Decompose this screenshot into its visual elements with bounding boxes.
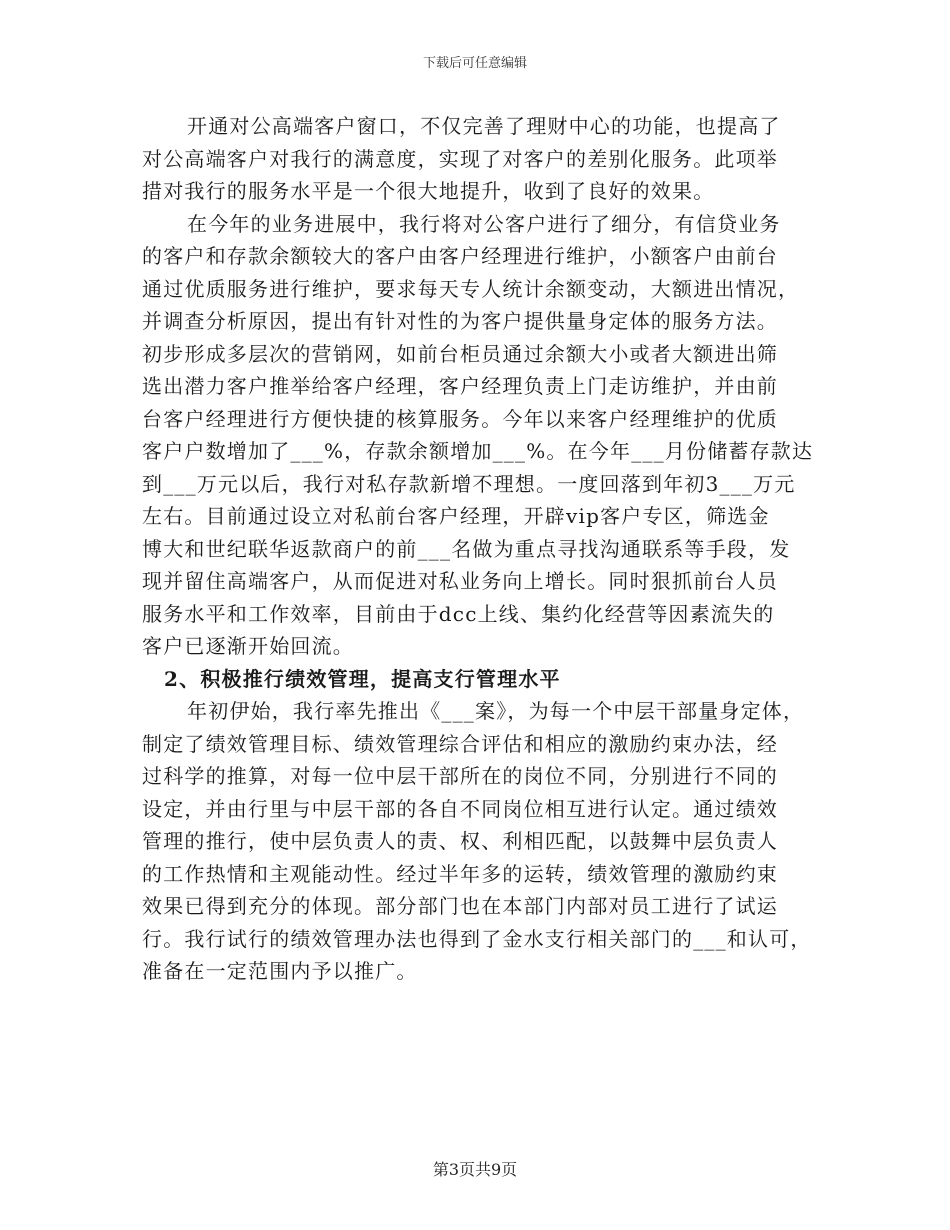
paragraph-line: 现并留住高端客户，从而促进对私业务向上增长。同时狠抓前台人员 [142,569,778,593]
paragraph-line: 管理的推行，使中层负责人的责、权、利相匹配，以鼓舞中层负责人 [142,829,778,853]
paragraph-line: 年初伊始，我行率先推出《___案》，为每一个中层干部量身定体， [187,699,805,723]
paragraph-line: 对公高端客户对我行的满意度，实现了对客户的差别化服务。此项举 [142,146,778,171]
page-header: 下载后可任意编辑 [422,56,527,71]
paragraph-line: 并调查分析原因，提出有针对性的为客户提供量身定体的服务方法。 [142,309,778,333]
paragraph-line: 左右。目前通过设立对私前台客户经理，开辟vip客户专区，筛选金 [142,504,770,528]
paragraph-line: 台客户经理进行方便快捷的核算服务。今年以来客户经理维护的优质 [142,406,778,431]
paragraph-line: 效果已得到充分的体现。部分部门也在本部门内部对员工进行了试运 [142,894,778,918]
paragraph-line: 服务水平和工作效率，目前由于dcc上线、集约化经营等因素流失的 [142,601,775,626]
paragraph-line: 行。我行试行的绩效管理办法也得到了金水支行相关部门的___和认可， [142,926,812,951]
paragraph-line: 制定了绩效管理目标、绩效管理综合评估和相应的激励约束办法，经 [142,731,778,756]
paragraph-line: 设定，并由行里与中层干部的各自不同岗位相互进行认定。通过绩效 [142,796,778,821]
paragraph-line: 准备在一定范围内予以推广。 [142,959,418,983]
paragraph-line: 到___万元以后，我行对私存款新增不理想。一度回落到年初3___万元 [142,471,796,496]
paragraph-line: 博大和世纪联华返款商户的前___名做为重点寻找沟通联系等手段，发 [142,536,791,561]
section-heading: 2、积极推行绩效管理，提高支行管理水平 [164,666,561,691]
paragraph-line: 客户户数增加了___%，存款余额增加___%。在今年___月份储蓄存款达 [142,439,814,463]
paragraph-line: 的工作热情和主观能动性。经过半年多的运转，绩效管理的激励约束 [142,861,778,886]
paragraph-line: 开通对公高端客户窗口，不仅完善了理财中心的功能，也提高了 [187,114,781,138]
paragraph-line: 在今年的业务进展中，我行将对公客户进行了细分，有信贷业务 [187,211,781,236]
paragraph-line: 客户已逐渐开始回流。 [142,634,354,658]
paragraph-line: 过科学的推算，对每一位中层干部所在的岗位不同，分别进行不同的 [142,764,778,788]
paragraph-line: 选出潜力客户推举给客户经理，客户经理负责上门走访维护，并由前 [142,374,778,398]
page-number-footer: 第3页共9页 [432,1160,518,1179]
paragraph-line: 措对我行的服务水平是一个很大地提升，收到了良好的效果。 [142,179,715,203]
paragraph-line: 的客户和存款余额较大的客户由客户经理进行维护，小额客户由前台 [142,244,778,268]
paragraph-line: 初步形成多层次的营销网，如前台柜员通过余额大小或者大额进出筛 [142,341,778,366]
paragraph-line: 通过优质服务进行维护，要求每天专人统计余额变动，大额进出情况， [142,276,800,301]
document-body [142,110,822,988]
